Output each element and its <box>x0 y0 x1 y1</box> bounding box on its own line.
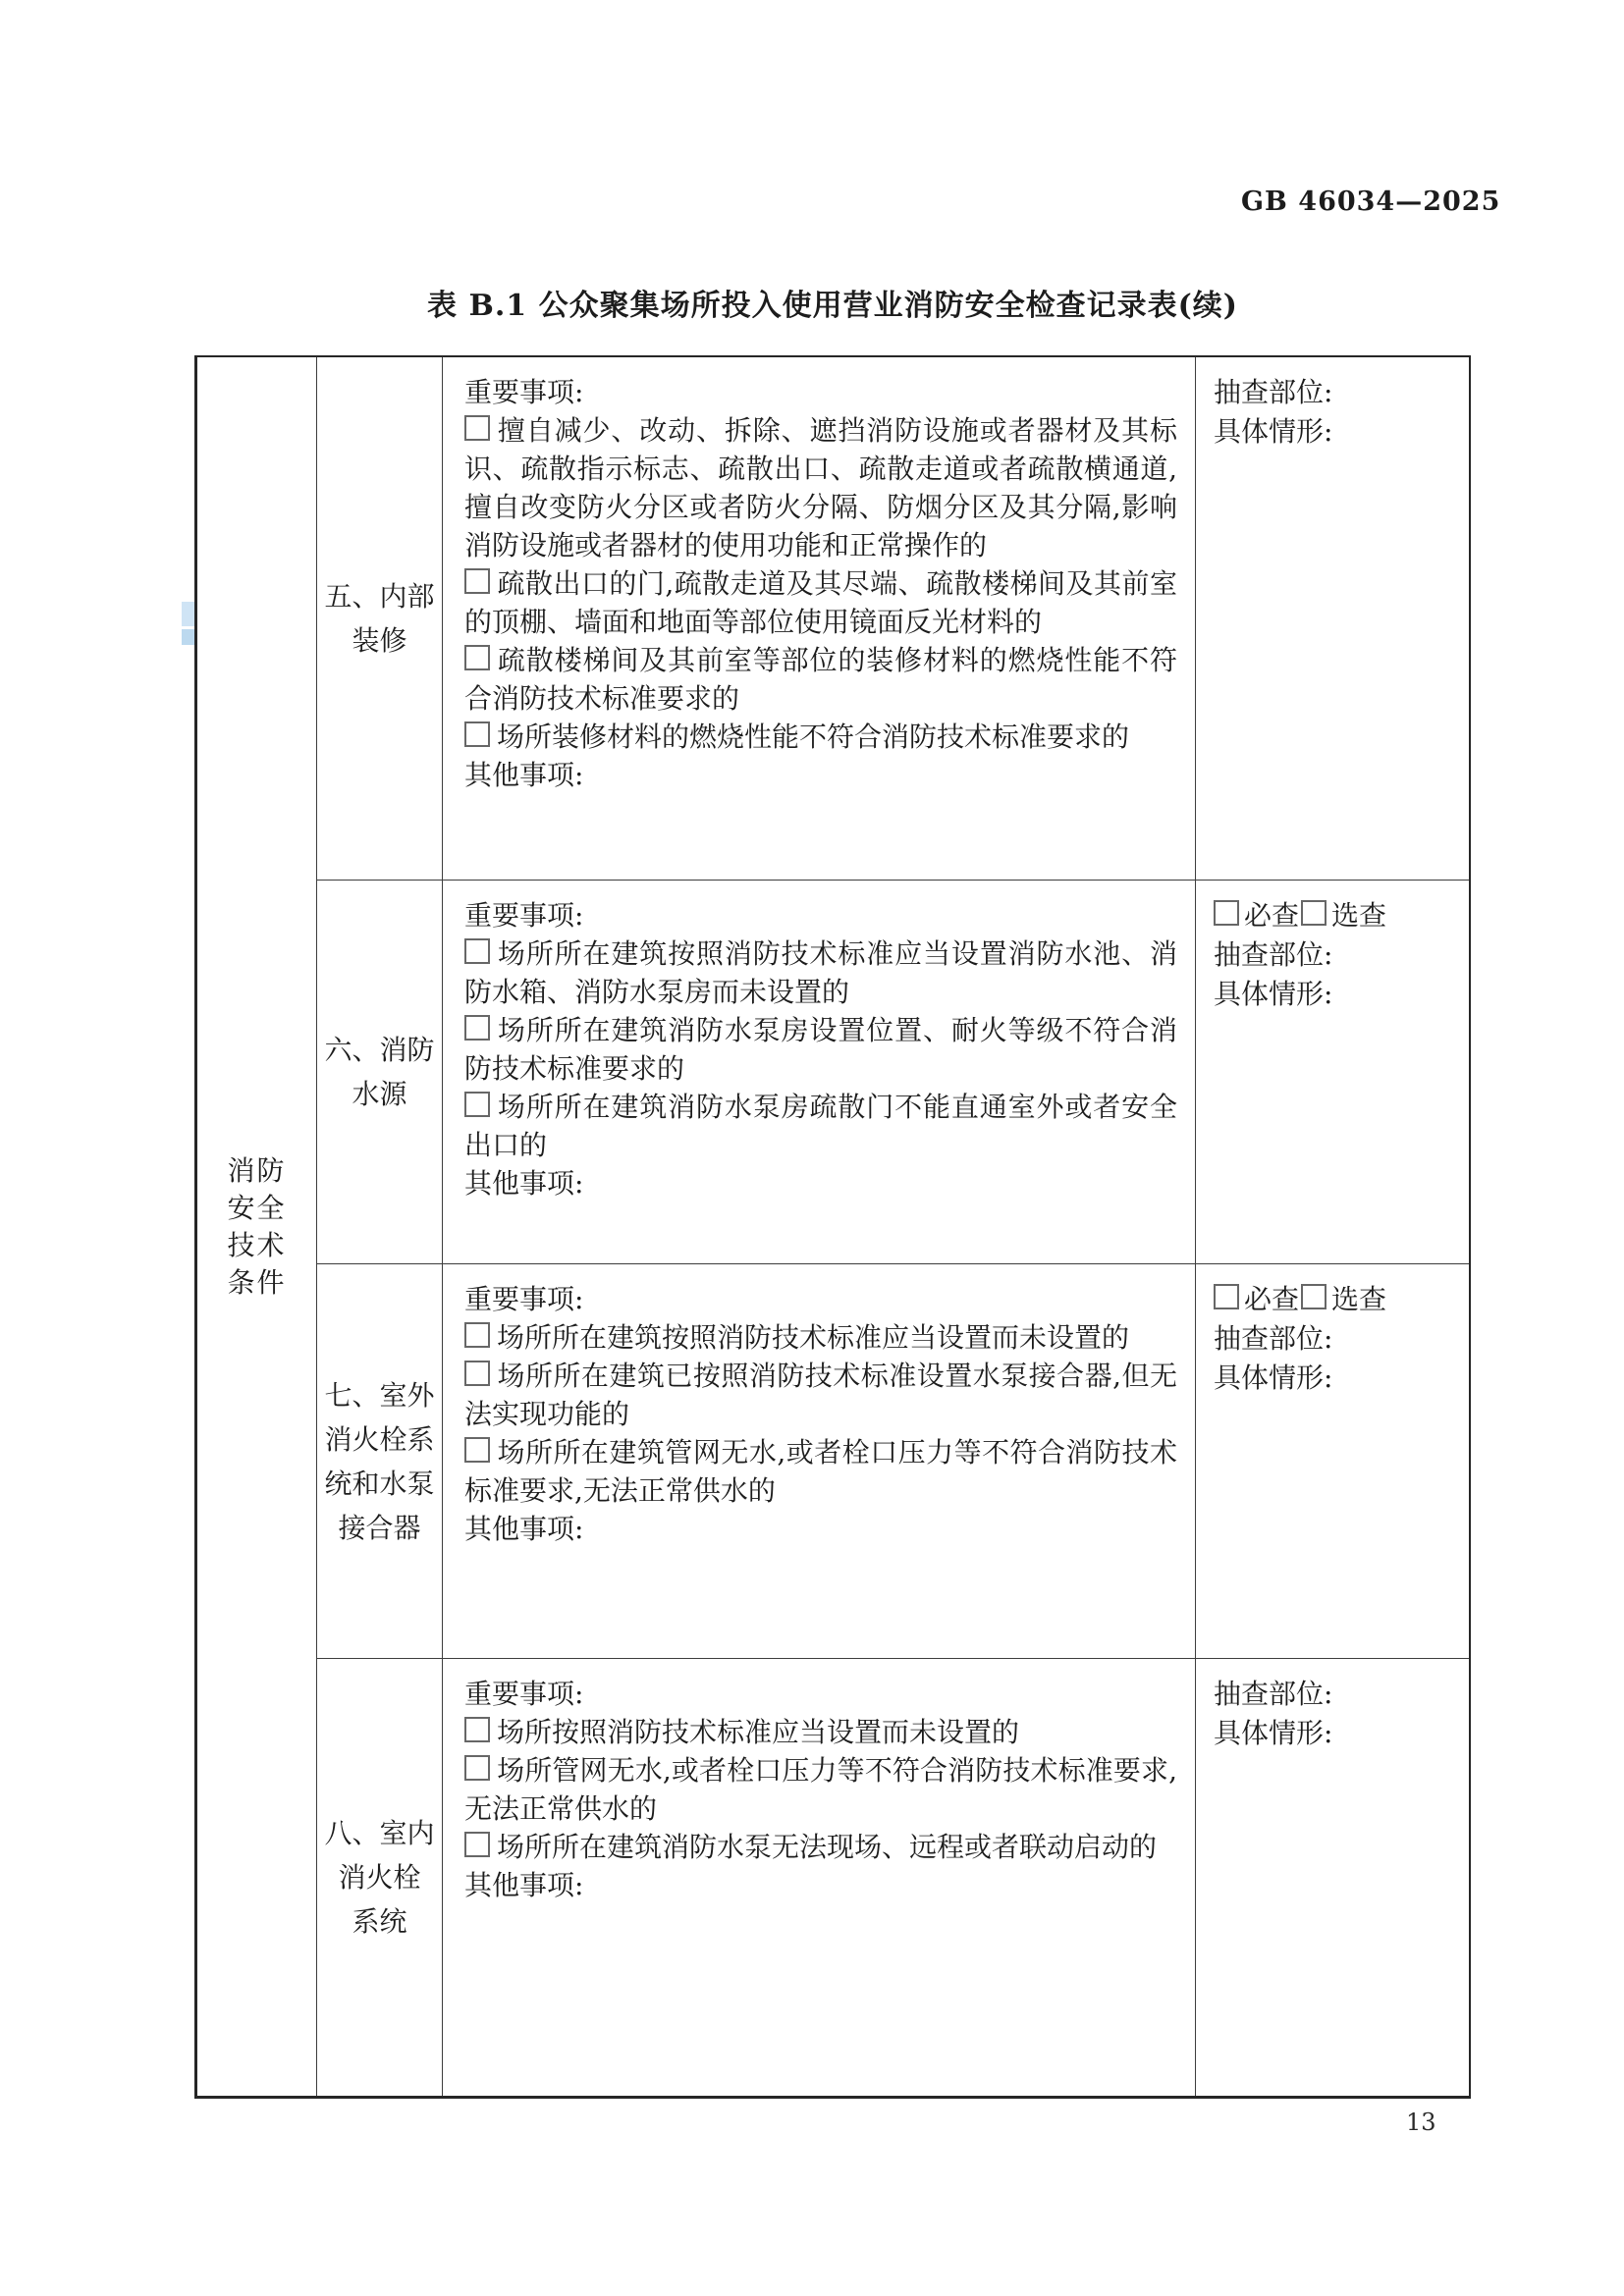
checkbox-icon[interactable] <box>1214 900 1239 926</box>
checklist-item-text: 场所所在建筑按照消防技术标准应当设置消防水池、消防水箱、消防水泵房而未设置的 <box>464 937 1177 1008</box>
important-items-heading: 重要事项: <box>464 376 584 408</box>
sampling-location-field: 抽查部位: <box>1214 938 1333 971</box>
other-items-heading: 其他事项: <box>464 1167 584 1200</box>
other-items-heading: 其他事项: <box>464 1869 584 1901</box>
row-label-line: 水源 <box>352 1078 407 1110</box>
specific-situation-field: 具体情形: <box>1214 1717 1333 1749</box>
checklist-item-text: 场所所在建筑消防水泵房疏散门不能直通室外或者安全出口的 <box>464 1091 1177 1161</box>
checkbox-icon[interactable] <box>1301 900 1326 926</box>
row-inspection-cell <box>1196 1659 1469 2096</box>
other-items-heading: 其他事项: <box>464 759 584 791</box>
checklist-item <box>464 641 1177 718</box>
row-label-line: 接合器 <box>338 1511 421 1544</box>
row-label-interior-decoration <box>317 357 443 881</box>
category-line: 消防 <box>227 1153 287 1187</box>
page-number: 13 <box>1406 2109 1436 2136</box>
row-label-fire-water-source <box>317 881 443 1264</box>
checkbox-icon[interactable] <box>1301 1284 1326 1309</box>
optional-check-label: 选查 <box>1331 1283 1387 1315</box>
row-label-line: 装修 <box>352 624 407 657</box>
other-items-heading: 其他事项: <box>464 1513 584 1545</box>
category-line: 条件 <box>227 1265 287 1299</box>
checklist-item <box>464 718 1177 756</box>
checkbox-icon[interactable] <box>464 1092 490 1117</box>
checkbox-icon[interactable] <box>464 938 490 964</box>
checkbox-icon[interactable] <box>464 568 490 594</box>
scan-artifact <box>182 602 194 626</box>
checklist-item-text: 场所所在建筑按照消防技术标准应当设置而未设置的 <box>497 1321 1130 1354</box>
row-label-indoor-hydrant-system <box>317 1659 443 2096</box>
checklist-item-text: 场所所在建筑已按照消防技术标准设置水泵接合器,但无法实现功能的 <box>464 1360 1177 1430</box>
checkbox-icon[interactable] <box>464 1832 490 1857</box>
fire-safety-inspection-table <box>194 355 1471 2099</box>
checklist-item <box>464 1751 1177 1828</box>
checklist-item <box>464 1828 1177 1866</box>
important-items-heading: 重要事项: <box>464 1283 584 1315</box>
table-title: 表 B.1 公众聚集场所投入使用营业消防安全检查记录表(续) <box>427 289 1238 323</box>
checklist-item-text: 场所按照消防技术标准应当设置而未设置的 <box>497 1716 1020 1748</box>
row-label-line: 五、内部 <box>324 580 435 613</box>
row-content-fire-water-source <box>443 881 1196 1264</box>
checkbox-icon[interactable] <box>464 1717 490 1742</box>
checklist-item-text: 场所管网无水,或者栓口压力等不符合消防技术标准要求,无法正常供水的 <box>464 1754 1177 1825</box>
row-content-outdoor-hydrant-system <box>443 1264 1196 1659</box>
row-label-line: 七、室外 <box>324 1378 435 1412</box>
checklist-item <box>464 1357 1177 1433</box>
checkbox-icon[interactable] <box>464 1437 490 1463</box>
checkbox-icon[interactable] <box>1214 1284 1239 1309</box>
checkbox-icon[interactable] <box>464 721 490 747</box>
row-label-line: 系统 <box>352 1905 407 1938</box>
row-label-line: 八、室内 <box>324 1817 435 1849</box>
row-inspection-cell <box>1196 881 1469 1264</box>
category-line: 技术 <box>227 1228 287 1261</box>
row-content-indoor-hydrant-system <box>443 1659 1196 2096</box>
checkbox-icon[interactable] <box>464 415 490 441</box>
category-line: 安全 <box>227 1191 287 1224</box>
must-check-label: 必查 <box>1244 899 1300 932</box>
row-label-outdoor-hydrant-system <box>317 1264 443 1659</box>
row-inspection-cell <box>1196 357 1469 881</box>
checkbox-icon[interactable] <box>464 1015 490 1041</box>
checklist-item-text: 场所所在建筑消防水泵房设置位置、耐火等级不符合消防技术标准要求的 <box>464 1014 1177 1085</box>
important-items-heading: 重要事项: <box>464 1678 584 1710</box>
checklist-item-text: 疏散出口的门,疏散走道及其尽端、疏散楼梯间及其前室的顶棚、墙面和地面等部位使用镜面反光材料的 <box>464 567 1177 638</box>
checklist-item-text: 场所所在建筑消防水泵无法现场、远程或者联动启动的 <box>497 1831 1158 1863</box>
optional-check-label: 选查 <box>1331 899 1387 932</box>
checklist-item <box>464 934 1177 1011</box>
row-label-line: 消火栓系 <box>324 1422 435 1456</box>
specific-situation-field: 具体情形: <box>1214 1362 1333 1394</box>
checkbox-icon[interactable] <box>464 645 490 670</box>
checklist-item-text: 场所所在建筑管网无水,或者栓口压力等不符合消防技术标准要求,无法正常供水的 <box>464 1436 1177 1507</box>
check-type-options <box>1214 896 1457 935</box>
standard-code: GB 46034—2025 <box>1241 187 1501 217</box>
checklist-item-text: 场所装修材料的燃烧性能不符合消防技术标准要求的 <box>497 721 1130 753</box>
checklist-item <box>464 1713 1177 1751</box>
row-label-line: 消火栓 <box>338 1861 421 1894</box>
checklist-item <box>464 1433 1177 1510</box>
checkbox-icon[interactable] <box>464 1361 490 1386</box>
checklist-item <box>464 564 1177 641</box>
check-type-options <box>1214 1280 1457 1319</box>
important-items-heading: 重要事项: <box>464 899 584 932</box>
checklist-item-text: 疏散楼梯间及其前室等部位的装修材料的燃烧性能不符合消防技术标准要求的 <box>464 644 1177 715</box>
checklist-item-text: 擅自减少、改动、拆除、遮挡消防设施或者器材及其标识、疏散指示标志、疏散出口、疏散走道或者疏散横通道,擅自改变防火分区或者防火分隔、防烟分区及其分隔,影响消防设施或者器材的使用功能和正常操作的 <box>464 414 1177 561</box>
checkbox-icon[interactable] <box>464 1755 490 1781</box>
category-cell-fire-safety-technical-conditions <box>197 357 317 2096</box>
row-label-line: 统和水泵 <box>324 1467 435 1500</box>
checklist-item <box>464 411 1177 564</box>
checklist-item <box>464 1088 1177 1164</box>
specific-situation-field: 具体情形: <box>1214 415 1333 448</box>
checklist-item <box>464 1318 1177 1357</box>
checklist-item <box>464 1011 1177 1088</box>
specific-situation-field: 具体情形: <box>1214 978 1333 1010</box>
must-check-label: 必查 <box>1244 1283 1300 1315</box>
row-label-line: 六、消防 <box>324 1034 435 1066</box>
row-inspection-cell <box>1196 1264 1469 1659</box>
sampling-location-field: 抽查部位: <box>1214 1322 1333 1355</box>
row-content-interior-decoration <box>443 357 1196 881</box>
checkbox-icon[interactable] <box>464 1322 490 1348</box>
sampling-location-field: 抽查部位: <box>1214 1678 1333 1710</box>
sampling-location-field: 抽查部位: <box>1214 376 1333 408</box>
